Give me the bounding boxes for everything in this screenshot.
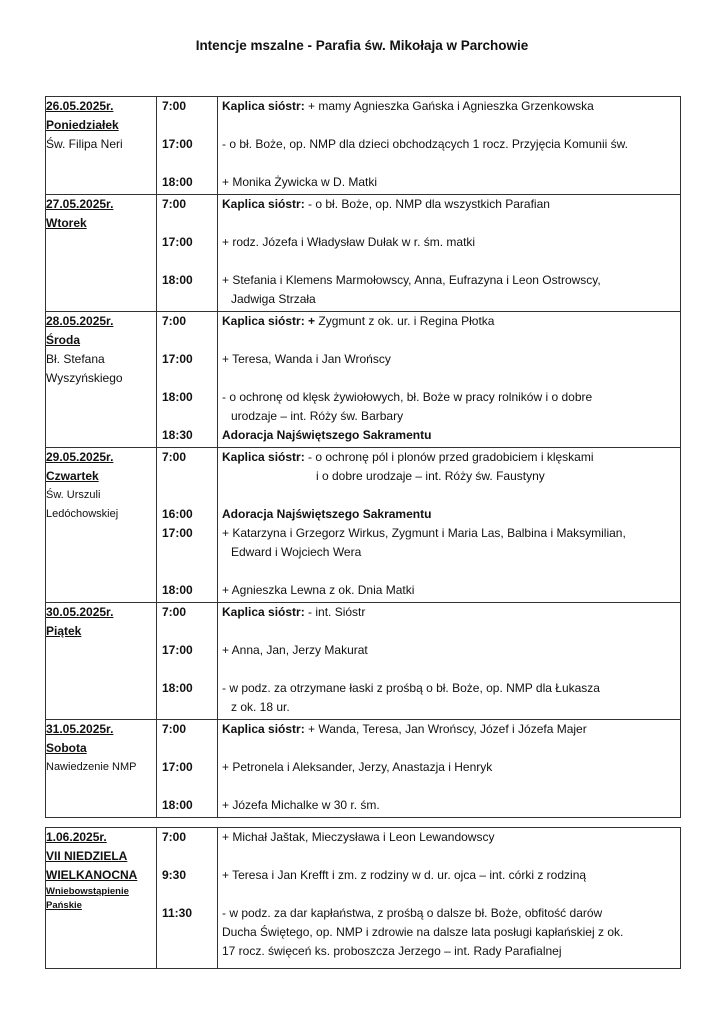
intention-text: - o bł. Boże, op. NMP dla wszystkich Parafian — [304, 197, 550, 211]
chapel-label: Kaplica sióstr: — [222, 722, 305, 736]
time-cell — [157, 312, 218, 448]
mass-time: 18:00 — [162, 273, 193, 287]
intention-cell — [218, 312, 681, 448]
intention — [218, 448, 680, 486]
mass-time: 18:00 — [162, 681, 193, 695]
day-date: 30.05.2025r. — [46, 605, 114, 619]
mass-time: 16:00 — [162, 507, 193, 521]
page-title: Intencje mszalne - Parafia św. Mikołaja w Parchowie — [195, 38, 529, 53]
intention-text: - o ochronę od klęsk żywiołowych, bł. Boże w pracy rolników i o dobre — [222, 390, 593, 404]
mass-time: 18:00 — [162, 175, 193, 189]
day-row — [46, 195, 681, 312]
intention — [218, 312, 680, 331]
adoration-label: Adoracja Najświętszego Sakramentu — [222, 428, 432, 442]
date-cell — [46, 97, 157, 195]
day-name: Piątek — [46, 624, 82, 638]
day-name: Wtorek — [46, 216, 87, 230]
day-saint: Św. Filipa Neri — [46, 137, 123, 151]
intention-cell — [218, 195, 681, 312]
intention: + Michał Jaštak, Mieczysława i Leon Lewandowscy — [222, 830, 495, 844]
intention: + Teresa i Jan Krefft i zm. z rodziny w d. ur. ojca – int. córki z rodziną — [222, 868, 587, 882]
day-date: 31.05.2025r. — [46, 722, 114, 736]
intention-cell — [218, 448, 681, 603]
intention-continuation: 17 rocz. święceń ks. proboszcza Jerzego – int. Rady Parafialnej — [222, 944, 562, 958]
day-saint: Nawiedzenie NMP — [46, 761, 137, 773]
day-row — [46, 603, 681, 720]
mass-time: 18:30 — [162, 428, 193, 442]
day-name: WIELKANOCNA — [46, 868, 138, 882]
intention-continuation: Ducha Świętego, op. NMP i zdrowie na dalsze lata posługi kapłańskiej z ok. — [222, 925, 624, 939]
mass-time: 17:00 — [162, 235, 193, 249]
mass-time: 7:00 — [162, 830, 187, 844]
intention-continuation: urodzaje – int. Róży św. Barbary — [231, 409, 404, 423]
intention-continuation: z ok. 18 ur. — [231, 700, 290, 714]
feast-name: Pańskie — [46, 900, 82, 911]
mass-time: 7:00 — [162, 197, 187, 211]
mass-time: 18:00 — [162, 798, 193, 812]
day-saint: Wyszyńskiego — [46, 371, 123, 385]
intention — [218, 195, 680, 214]
date-cell — [46, 828, 157, 969]
day-name: Czwartek — [46, 469, 99, 483]
date-cell — [46, 195, 157, 312]
intention: - o bł. Boże, op. NMP dla dzieci obchodzących 1 rocz. Przyjęcia Komunii św. — [222, 137, 628, 151]
intention: + Józefa Michalke w 30 r. śm. — [222, 798, 380, 812]
intention — [218, 720, 680, 739]
intention-cell — [218, 720, 681, 818]
day-saint: Bł. Stefana — [46, 352, 105, 366]
day-date: 1.06.2025r. — [46, 830, 107, 844]
mass-time: 7:00 — [162, 605, 187, 619]
mass-time: 7:00 — [162, 722, 187, 736]
mass-time: 7:00 — [162, 99, 187, 113]
intention-text: - o ochronę pól i plonów przed gradobiciem i klęskami — [304, 450, 594, 464]
intention-continuation: Jadwiga Strzała — [231, 292, 316, 306]
mass-time: 17:00 — [162, 526, 193, 540]
intention: - w podz. za dar kapłaństwa, z prośbą o dalsze bł. Boże, obfitość darów — [222, 906, 603, 920]
intention: + Agnieszka Lewna z ok. Dnia Matki — [222, 583, 415, 597]
intention-text: + Katarzyna i Grzegorz Wirkus, Zygmunt i Maria Las, Balbina i Maksymilian, — [222, 526, 626, 540]
intention — [218, 603, 680, 622]
day-row — [46, 828, 681, 969]
feast-name: Wniebowstąpienie — [46, 886, 129, 897]
day-saint: Ledóchowskiej — [46, 508, 119, 520]
day-row — [46, 448, 681, 603]
day-name: VII NIEDZIELA — [46, 849, 128, 863]
intention-text: + mamy Agnieszka Gańska i Agnieszka Grzenkowska — [304, 99, 594, 113]
intention-text: + Stefania i Klemens Marmołowscy, Anna, Eufrazyna i Leon Ostrowscy, — [222, 273, 601, 287]
mass-time: 18:00 — [162, 583, 193, 597]
day-name: Poniedziałek — [46, 118, 119, 132]
intention — [218, 271, 680, 309]
day-name: Środa — [46, 333, 81, 347]
intention-text: Zygmunt z ok. ur. i Regina Płotka — [315, 314, 495, 328]
day-row — [46, 312, 681, 448]
time-cell — [157, 720, 218, 818]
intention — [218, 97, 680, 116]
day-date: 28.05.2025r. — [46, 314, 114, 328]
mass-time: 9:30 — [162, 868, 187, 882]
time-cell — [157, 603, 218, 720]
intention — [218, 388, 680, 426]
time-cell — [157, 448, 218, 603]
intention: + Anna, Jan, Jerzy Makurat — [222, 643, 368, 657]
day-row — [46, 720, 681, 818]
date-cell — [46, 448, 157, 603]
intention-cell — [218, 828, 681, 969]
mass-time: 18:00 — [162, 390, 193, 404]
mass-time: 7:00 — [162, 450, 187, 464]
time-cell — [157, 97, 218, 195]
chapel-label: Kaplica sióstr: — [222, 197, 305, 211]
intention: + Petronela i Aleksander, Jerzy, Anastazja i Henryk — [222, 760, 493, 774]
chapel-label: Kaplica sióstr: — [222, 450, 305, 464]
intention: + rodz. Józefa i Władysław Dułak w r. śm. matki — [222, 235, 476, 249]
intention-cell — [218, 97, 681, 195]
intention: + Teresa, Wanda i Jan Wrońscy — [222, 352, 391, 366]
chapel-label: Kaplica sióstr: — [222, 99, 305, 113]
day-date: 26.05.2025r. — [46, 99, 114, 113]
chapel-label: Kaplica sióstr: + — [222, 314, 316, 328]
day-name: Sobota — [46, 741, 87, 755]
intention-text: - int. Sióstr — [304, 605, 366, 619]
chapel-label: Kaplica sióstr: — [222, 605, 305, 619]
day-date: 29.05.2025r. — [46, 450, 114, 464]
mass-time: 7:00 — [162, 314, 187, 328]
mass-time: 11:30 — [162, 906, 193, 920]
adoration-label: Adoracja Najświętszego Sakramentu — [222, 507, 432, 521]
day-saint: Św. Urszuli — [46, 489, 101, 501]
intention-continuation: i o dobre urodzaje – int. Róży św. Faustyny — [316, 469, 545, 483]
mass-time: 17:00 — [162, 760, 193, 774]
date-cell — [46, 720, 157, 818]
intention — [218, 679, 680, 717]
mass-time: 17:00 — [162, 643, 193, 657]
intention-continuation: Edward i Wojciech Wera — [231, 545, 362, 559]
time-cell — [157, 195, 218, 312]
sunday-schedule-table — [45, 827, 681, 969]
mass-time: 17:00 — [162, 137, 193, 151]
intention: + Monika Żywicka w D. Matki — [222, 175, 378, 189]
date-cell — [46, 312, 157, 448]
mass-time: 17:00 — [162, 352, 193, 366]
intention-text: - w podz. za otrzymane łaski z prośbą o bł. Boże, op. NMP dla Łukasza — [222, 681, 600, 695]
time-cell — [157, 828, 218, 969]
intention — [218, 524, 680, 562]
weekday-schedule-table — [45, 96, 681, 818]
day-row — [46, 97, 681, 195]
day-date: 27.05.2025r. — [46, 197, 114, 211]
date-cell — [46, 603, 157, 720]
intention-text: + Wanda, Teresa, Jan Wrońscy, Józef i Józefa Majer — [304, 722, 587, 736]
intention-cell — [218, 603, 681, 720]
